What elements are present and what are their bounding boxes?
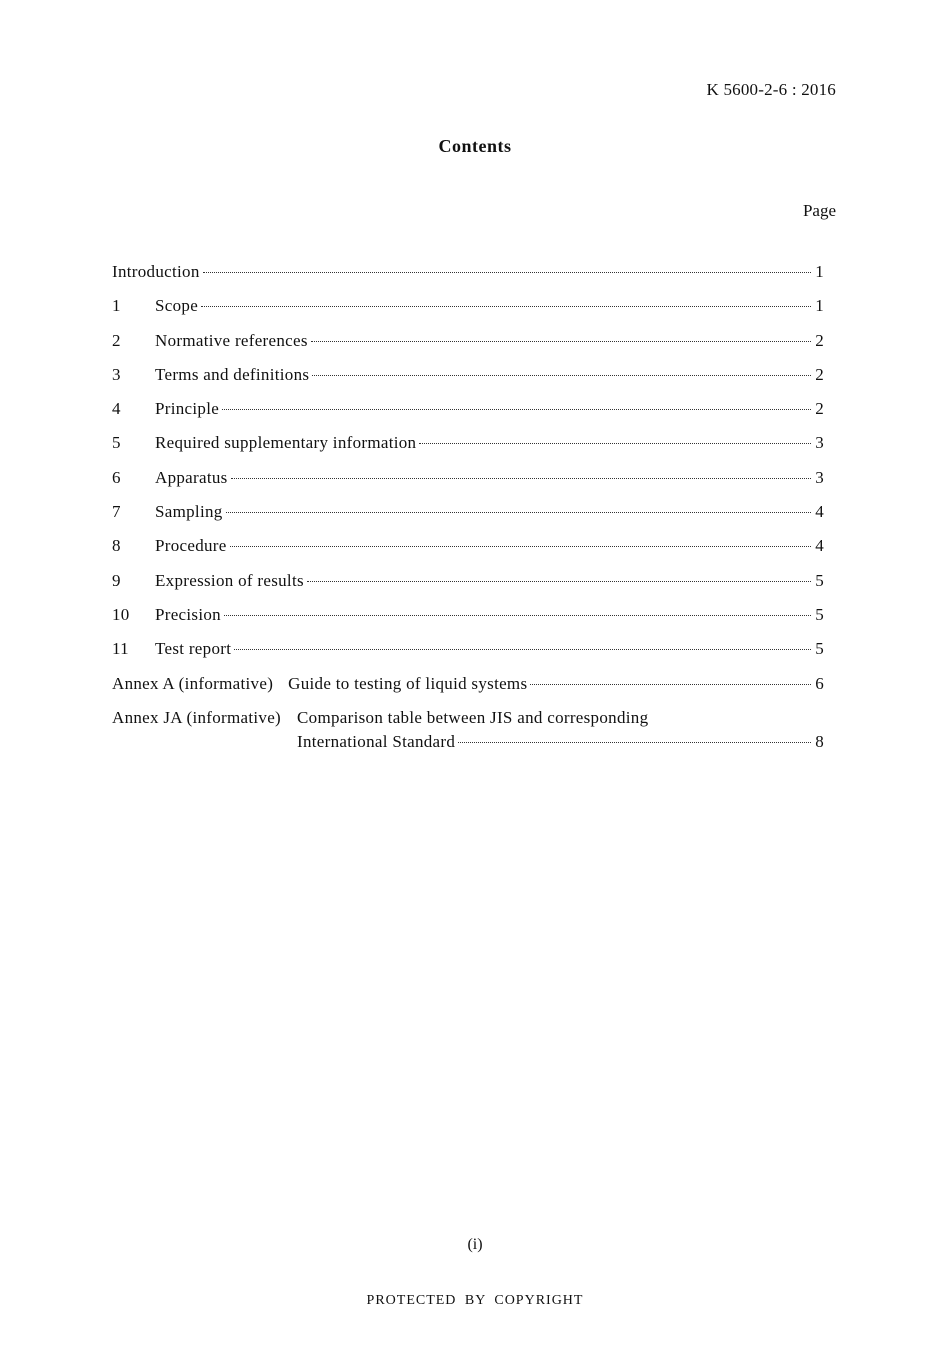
toc-entry-page: 6	[815, 673, 824, 693]
toc-entry-test-report[interactable]	[112, 639, 824, 673]
toc-entry-precision[interactable]	[112, 605, 824, 639]
table-of-contents	[112, 262, 824, 752]
dot-leader	[222, 409, 811, 410]
dot-leader	[203, 272, 811, 273]
toc-entry-number: 7	[112, 502, 121, 522]
toc-entry-page: 2	[815, 364, 824, 384]
dot-leader	[234, 649, 811, 650]
dot-leader	[230, 546, 811, 547]
document-id: K 5600-2-6 : 2016	[706, 80, 836, 99]
toc-entry-label: Terms and definitions	[155, 364, 310, 384]
toc-entry-number: 10	[112, 604, 130, 624]
dot-leader	[419, 443, 811, 444]
toc-entry-page: 3	[815, 433, 824, 453]
footer-page-number: (i)	[467, 1236, 483, 1253]
copyright-notice: PROTECTED BY COPYRIGHT	[366, 1293, 584, 1308]
toc-entry-label: Apparatus	[155, 467, 228, 487]
toc-entry-apparatus[interactable]	[112, 468, 824, 502]
toc-entry-page: 4	[815, 536, 824, 556]
toc-entry-label-line-2-row	[297, 732, 824, 752]
toc-entry-label: Required supplementary information	[155, 433, 417, 453]
toc-entry-label: Guide to testing of liquid systems	[288, 673, 528, 693]
toc-entry-introduction[interactable]	[112, 262, 824, 296]
toc-entry-label: Normative references	[155, 330, 308, 350]
dot-leader	[201, 306, 811, 307]
dot-leader	[530, 684, 811, 685]
dot-leader	[226, 512, 811, 513]
toc-entry-number: 5	[112, 433, 121, 453]
toc-entry-number: 11	[112, 639, 129, 659]
dot-leader	[458, 742, 811, 743]
toc-entry-number: 4	[112, 399, 121, 419]
toc-entry-expression-of-results[interactable]	[112, 571, 824, 605]
toc-entry-label: Scope	[155, 296, 199, 316]
toc-entry-number: 2	[112, 330, 121, 350]
annex-prefix: Annex JA (informative)	[112, 707, 282, 727]
toc-entry-page: 1	[815, 262, 824, 281]
annex-prefix: Annex A (informative)	[112, 673, 274, 693]
toc-entry-label: Principle	[155, 399, 220, 419]
toc-entry-number: 8	[112, 536, 121, 556]
toc-entry-label: Procedure	[155, 536, 227, 556]
toc-entry-label: Test report	[155, 639, 232, 659]
toc-entry-label: Expression of results	[155, 570, 304, 590]
toc-entry-label: Sampling	[155, 502, 223, 522]
toc-entry-number: 1	[112, 296, 121, 316]
toc-entry-annex-a[interactable]	[112, 674, 824, 708]
toc-entry-page: 3	[815, 467, 824, 487]
toc-entry-label: Introduction	[112, 262, 200, 281]
toc-entry-page: 5	[815, 604, 824, 624]
toc-entry-principle[interactable]	[112, 399, 824, 433]
toc-entry-annex-ja[interactable]	[112, 708, 824, 752]
toc-entry-label: Precision	[155, 604, 221, 624]
toc-entry-page: 4	[815, 502, 824, 522]
dot-leader	[224, 615, 811, 616]
toc-entry-terms-and-definitions[interactable]	[112, 365, 824, 399]
toc-entry-page: 5	[815, 570, 824, 590]
toc-entry-page: 2	[815, 399, 824, 419]
dot-leader	[307, 581, 811, 582]
toc-entry-number: 6	[112, 467, 121, 487]
annex-ja-title-block	[297, 708, 824, 752]
dot-leader	[311, 341, 811, 342]
toc-entry-page: 5	[815, 639, 824, 659]
toc-entry-normative-references[interactable]	[112, 331, 824, 365]
toc-entry-required-supplementary-information[interactable]	[112, 433, 824, 467]
dot-leader	[231, 478, 811, 479]
toc-entry-page: 2	[815, 330, 824, 350]
page-title: Contents	[438, 136, 512, 156]
toc-entry-sampling[interactable]	[112, 502, 824, 536]
page-column-heading: Page	[802, 201, 836, 220]
toc-entry-page: 1	[815, 296, 824, 316]
toc-entry-label-line-1: Comparison table between JIS and corresponding	[297, 707, 649, 727]
toc-entry-number: 3	[112, 364, 121, 384]
toc-entry-number: 9	[112, 570, 121, 590]
toc-entry-procedure[interactable]	[112, 536, 824, 570]
toc-entry-page: 8	[815, 731, 824, 751]
dot-leader	[312, 375, 811, 376]
toc-entry-label-line-2: International Standard	[297, 731, 456, 751]
toc-entry-scope[interactable]	[112, 296, 824, 330]
